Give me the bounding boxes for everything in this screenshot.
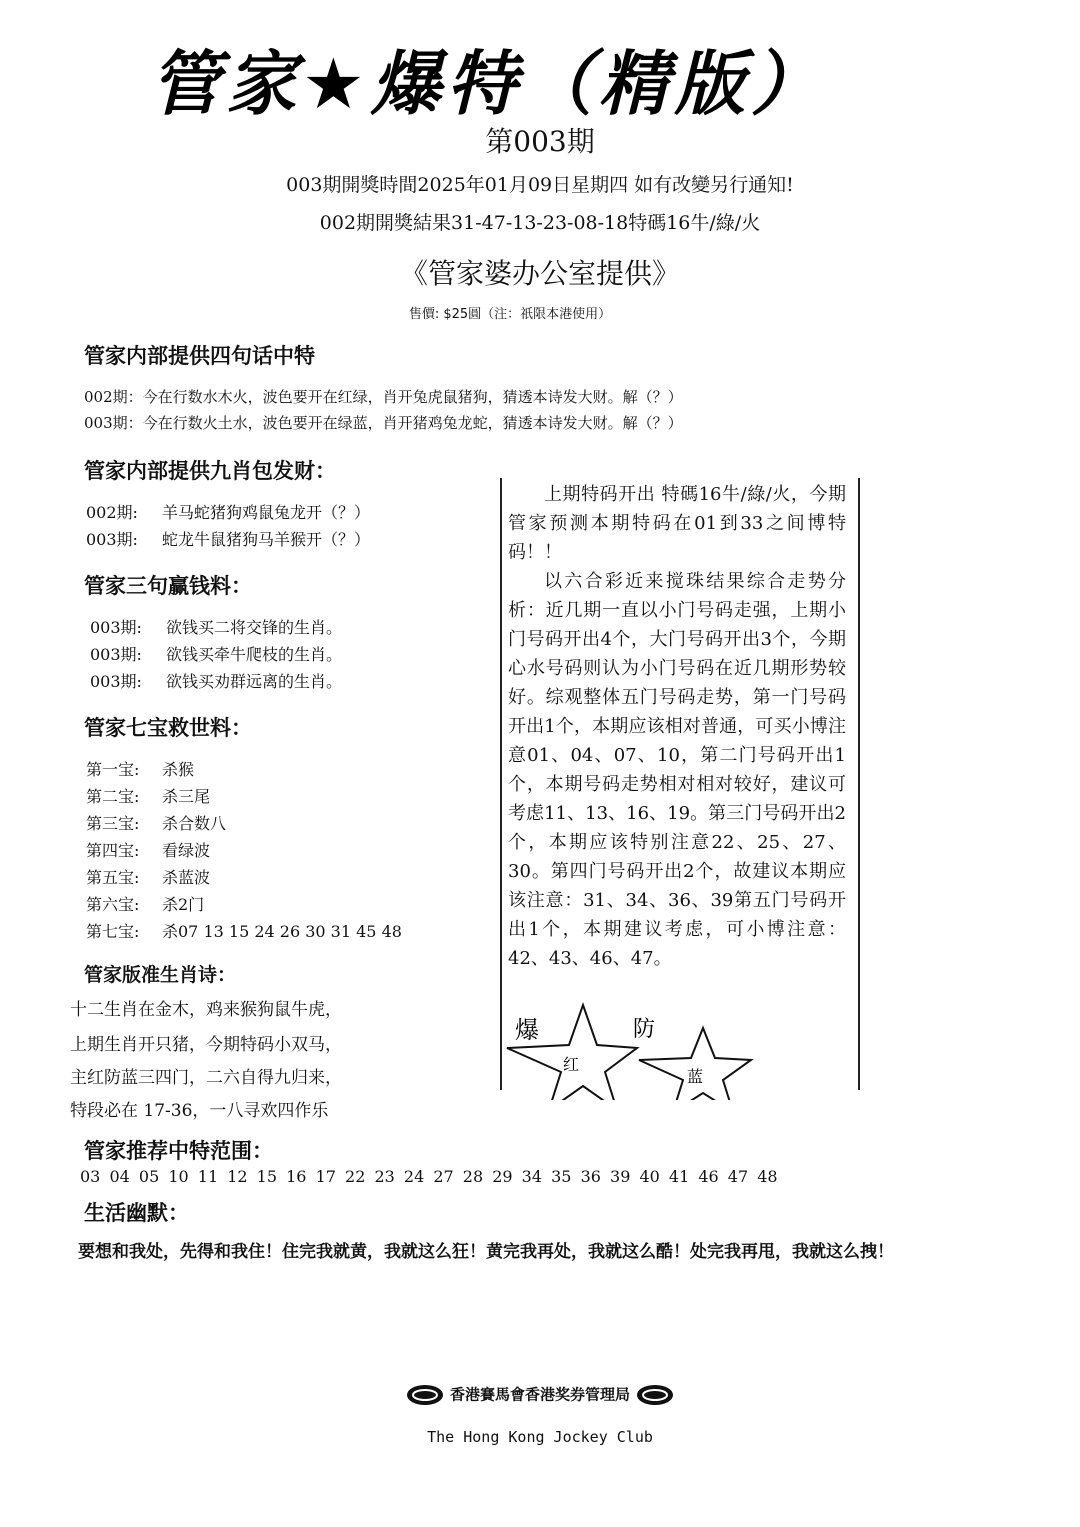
section-four-title: 管家内部提供四句话中特 bbox=[84, 344, 315, 368]
row-value: 欲钱买牵牛爬枝的生肖。 bbox=[166, 645, 343, 664]
row-key: 第六宝: bbox=[86, 895, 140, 914]
seven-row bbox=[86, 757, 194, 780]
seven-row bbox=[86, 784, 210, 807]
row-key: 003期: bbox=[90, 672, 142, 691]
range-numbers: 03 04 05 10 11 12 15 16 17 22 23 24 27 28 29 34 35 36 39 40 41 46 47 48 bbox=[80, 1167, 778, 1186]
analysis-paragraph-1: 上期特码开出 特碼16牛/綠/火，今期管家预测本期特码在01到33之间博特码！！ bbox=[508, 484, 846, 563]
section-poem-title: 管家版准生肖诗： bbox=[84, 964, 237, 986]
seven-row bbox=[86, 838, 210, 861]
last-result: 002期開獎結果31-47-13-23-08-18特碼16牛/綠/火 bbox=[319, 212, 761, 234]
footer-cn-text: 香港賽馬會香港奖券管理局 bbox=[449, 1385, 630, 1404]
three-row bbox=[90, 642, 342, 665]
poem-line: 特段必在 17-36，一八寻欢四作乐 bbox=[70, 1101, 329, 1121]
supplier: 《管家婆办公室提供》 bbox=[399, 257, 680, 290]
seven-row bbox=[86, 919, 402, 942]
three-row bbox=[90, 669, 342, 692]
row-value: 看绿波 bbox=[162, 841, 211, 860]
footer-en: The Hong Kong Jockey Club bbox=[427, 1428, 653, 1446]
row-key: 第一宝: bbox=[86, 760, 140, 779]
seven-row bbox=[86, 811, 226, 834]
jockey-logo-icon bbox=[405, 1383, 445, 1407]
draw-time: 003期開獎時間2025年01月09日星期四 如有改變另行通知! bbox=[286, 174, 794, 196]
star-label-red: 红 bbox=[563, 1055, 580, 1074]
star-label-blue: 蓝 bbox=[687, 1067, 704, 1086]
row-value: 杀蓝波 bbox=[162, 868, 211, 887]
blue-star-icon bbox=[639, 1028, 751, 1100]
row-value: 杀三尾 bbox=[162, 787, 211, 806]
analysis-paragraph-2: 以六合彩近来搅珠结果综合走势分析：近几期一直以小门号码走强，上期小门号码开出4个，大门号码开出3个，今期心水号码则认为小门号码在近几期形势较好。综观整体五门号码走势，第一门号码开出1个，本期应该相对普通，可买小博注意01、04、07、10，第二门号码开出1个，本期号码走势相对相对较好，建议可考虑11、13、16、19。第三门号码开出2个，本期应该特别注意22、25、27、30。第四门号码开出2个，故建议本期应该注意：31、34、36、39第五门号码开出1个，本期建议考虑，可小博注意：42、43、46、47。 bbox=[508, 571, 846, 969]
nine-row bbox=[86, 500, 370, 523]
nine-row bbox=[86, 527, 370, 550]
row-key: 第二宝: bbox=[86, 787, 140, 806]
label-bao: 爆 bbox=[515, 1016, 539, 1044]
section-three-title: 管家三句赢钱料： bbox=[84, 574, 252, 598]
seven-row bbox=[86, 865, 210, 888]
poem-line: 十二生肖在金木，鸡来猴狗鼠牛虎， bbox=[70, 1000, 342, 1020]
row-value: 蛇龙牛鼠猪狗马羊猴开（？） bbox=[162, 530, 371, 549]
poem-line: 上期生肖开只猪，今期特码小双马， bbox=[70, 1035, 342, 1055]
row-value: 欲钱买二将交锋的生肖。 bbox=[166, 618, 343, 637]
three-row bbox=[90, 615, 342, 638]
row-value: 杀猴 bbox=[162, 760, 195, 779]
section-humor-title: 生活幽默： bbox=[84, 1201, 189, 1225]
row-value: 杀合数八 bbox=[162, 814, 227, 833]
analysis-text bbox=[508, 480, 846, 973]
page-title: 管家★爆特（精版） bbox=[150, 43, 827, 125]
four-line: 003期：今在行数火土水，波色要开在绿蓝，肖开猪鸡兔龙蛇，猜透本诗发大财。解（？） bbox=[84, 414, 683, 432]
humor-text: 要想和我处，先得和我住！住完我就黄，我就这么狂！黄完我再处，我就这么酷！处完我再甩，我就这么拽！ bbox=[78, 1242, 894, 1262]
row-key: 002期: bbox=[86, 503, 138, 522]
footer-cn bbox=[0, 1383, 1080, 1407]
row-value: 欲钱买劝群远离的生肖。 bbox=[166, 672, 343, 691]
issue-number: 第003期 bbox=[485, 125, 595, 158]
row-key: 003期: bbox=[90, 645, 142, 664]
row-value: 杀07 13 15 24 26 30 31 45 48 bbox=[162, 922, 402, 941]
row-key: 第五宝: bbox=[86, 868, 140, 887]
section-range-title: 管家推荐中特范围： bbox=[84, 1139, 273, 1163]
jockey-logo-icon bbox=[635, 1383, 675, 1407]
row-key: 第七宝: bbox=[86, 922, 140, 941]
row-key: 003期: bbox=[90, 618, 142, 637]
row-key: 第三宝: bbox=[86, 814, 140, 833]
section-seven-title: 管家七宝救世料： bbox=[84, 716, 252, 740]
label-fang: 防 bbox=[633, 1017, 656, 1042]
price-note: 售價: $25圓（注：祇限本港使用） bbox=[408, 307, 612, 322]
four-line: 002期：今在行数水木火，波色要开在红绿，肖开兔虎鼠猪狗，猜透本诗发大财。解（？） bbox=[84, 388, 683, 406]
row-value: 羊马蛇猪狗鸡鼠兔龙开（？） bbox=[162, 503, 371, 522]
poem-line: 主红防蓝三四门，二六自得九归来， bbox=[70, 1068, 342, 1088]
section-nine-title: 管家内部提供九肖包发财： bbox=[84, 459, 336, 483]
stars-graphic bbox=[505, 1000, 855, 1100]
row-value: 杀2门 bbox=[162, 895, 205, 914]
row-key: 第四宝: bbox=[86, 841, 140, 860]
seven-row bbox=[86, 892, 204, 915]
row-key: 003期: bbox=[86, 530, 138, 549]
